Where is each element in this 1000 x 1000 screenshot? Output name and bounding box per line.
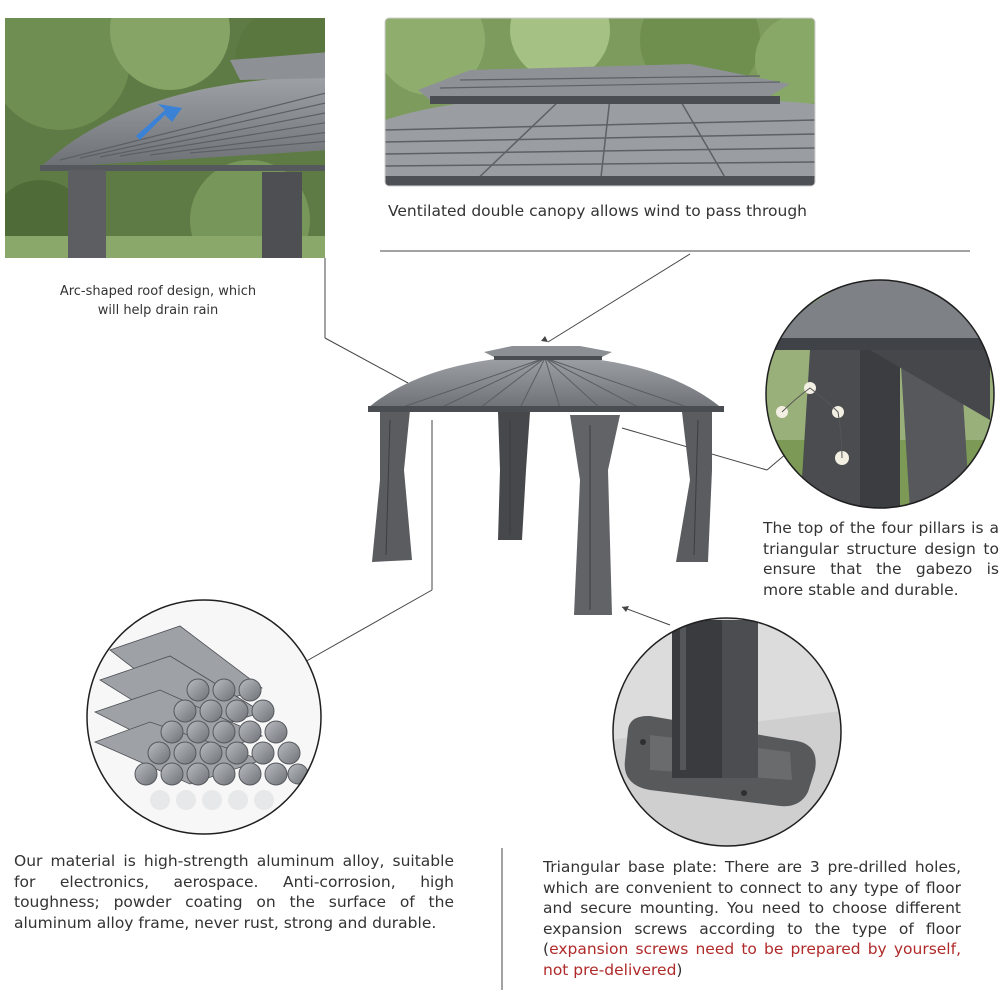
caption-arc-roof: Arc-shaped roof design, which will help drain rain <box>59 284 257 318</box>
caption-pillar-top: The top of the four pillars is a triangular structure design to ensure that the gabezo is more stable and durable. <box>763 519 999 599</box>
caption-base-plate <box>543 857 961 980</box>
photo-pillar-top <box>760 280 1000 510</box>
caption-material: Our material is high-strength aluminum alloy, suitable for electronics, aerospace. Anti-corrosion, high toughness; powder coating on the surface of the aluminum alloy frame, never rust, strong and durable. <box>14 852 454 932</box>
caption-base-plate-warning: expansion screws need to be prepared by yourself, not pre-delivered <box>543 940 961 979</box>
photo-double-canopy <box>375 0 845 186</box>
gazebo-illustration <box>368 346 724 615</box>
caption-base-plate-text: Triangular base plate: There are 3 pre-drilled holes, which are convenient to connect to any type of floor and secure mounting. You need to choose different expansion screws according to the type of floor ( <box>543 858 961 958</box>
caption-double-canopy: Ventilated double canopy allows wind to pass through <box>388 202 807 220</box>
photo-arc-roof <box>0 0 345 280</box>
caption-base-plate-close: ) <box>676 960 683 979</box>
photo-aluminum-rods <box>80 600 330 840</box>
arrow-canopy <box>541 336 548 342</box>
